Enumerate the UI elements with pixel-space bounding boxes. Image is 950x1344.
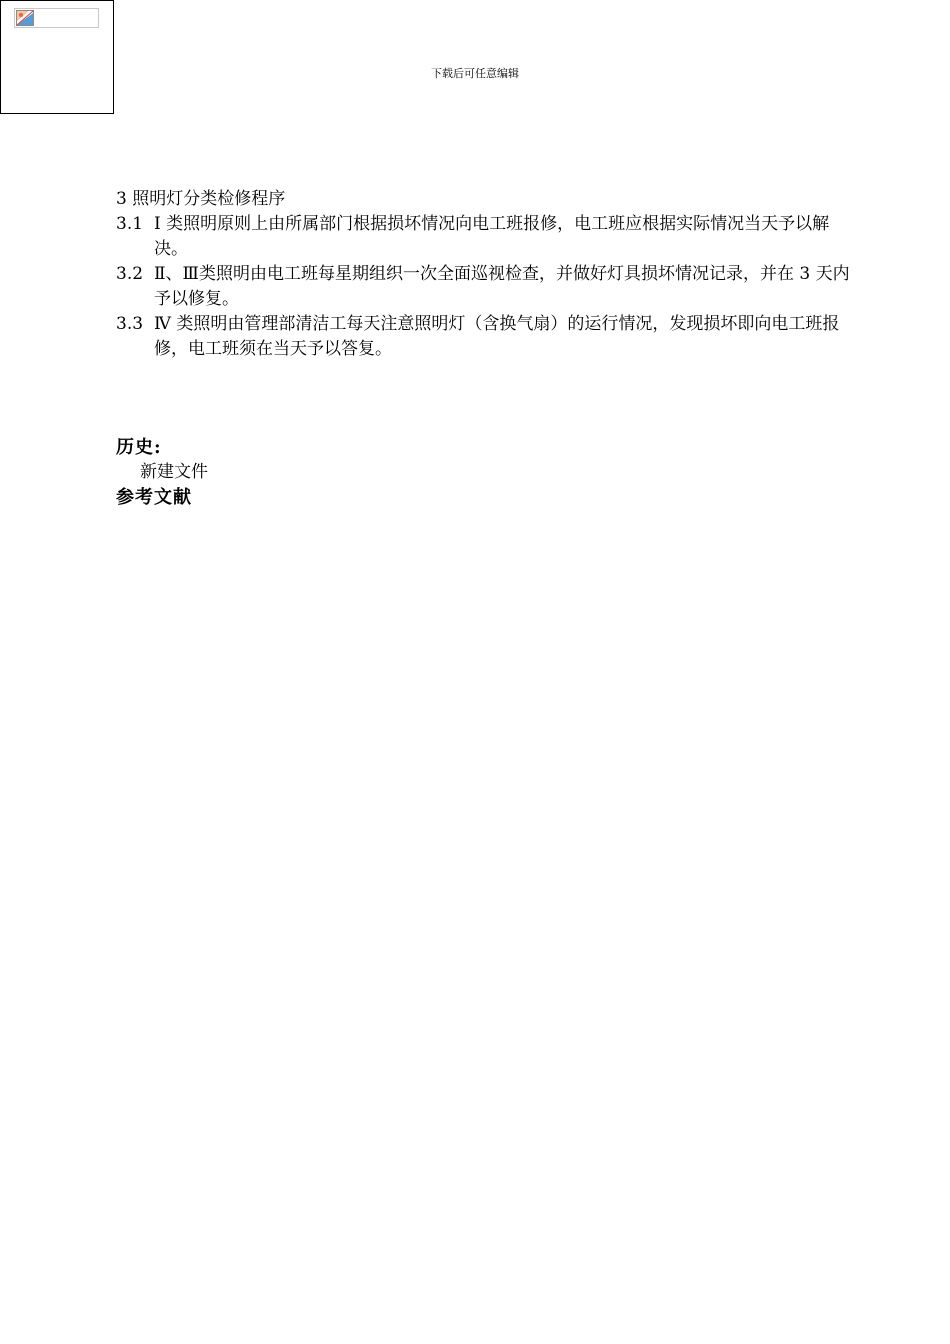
item-text: Ⅱ、Ⅲ类照明由电工班每星期组织一次全面巡视检查，并做好灯具损坏情况记录，并在 3 天内予以修复。: [154, 264, 850, 309]
history-heading: 历史:: [116, 437, 162, 458]
history-entry: 新建文件: [140, 462, 208, 482]
section-title: 3 照明灯分类检修程序: [116, 189, 286, 209]
item-number: 3.1: [116, 214, 144, 234]
header-note: 下载后可任意编辑: [431, 67, 519, 80]
list-item: [116, 212, 856, 262]
document-body: [116, 187, 856, 362]
item-number: 3.2: [116, 264, 144, 284]
item-text: Ⅰ 类照明原则上由所属部门根据损坏情况向电工班报修，电工班应根据实际情况当天予以解决。: [154, 214, 830, 259]
list-item: [116, 262, 856, 312]
broken-image-placeholder: [14, 8, 99, 28]
list-item: [116, 312, 856, 362]
item-number: 3.3: [116, 314, 144, 334]
references-heading: 参考文献: [116, 487, 192, 508]
history-section: [116, 435, 516, 510]
broken-image-icon: [16, 10, 34, 26]
logo-frame: [0, 0, 114, 114]
item-text: Ⅳ 类照明由管理部清洁工每天注意照明灯（含换气扇）的运行情况，发现损坏即向电工班报修，电工班须在当天予以答复。: [154, 314, 840, 359]
